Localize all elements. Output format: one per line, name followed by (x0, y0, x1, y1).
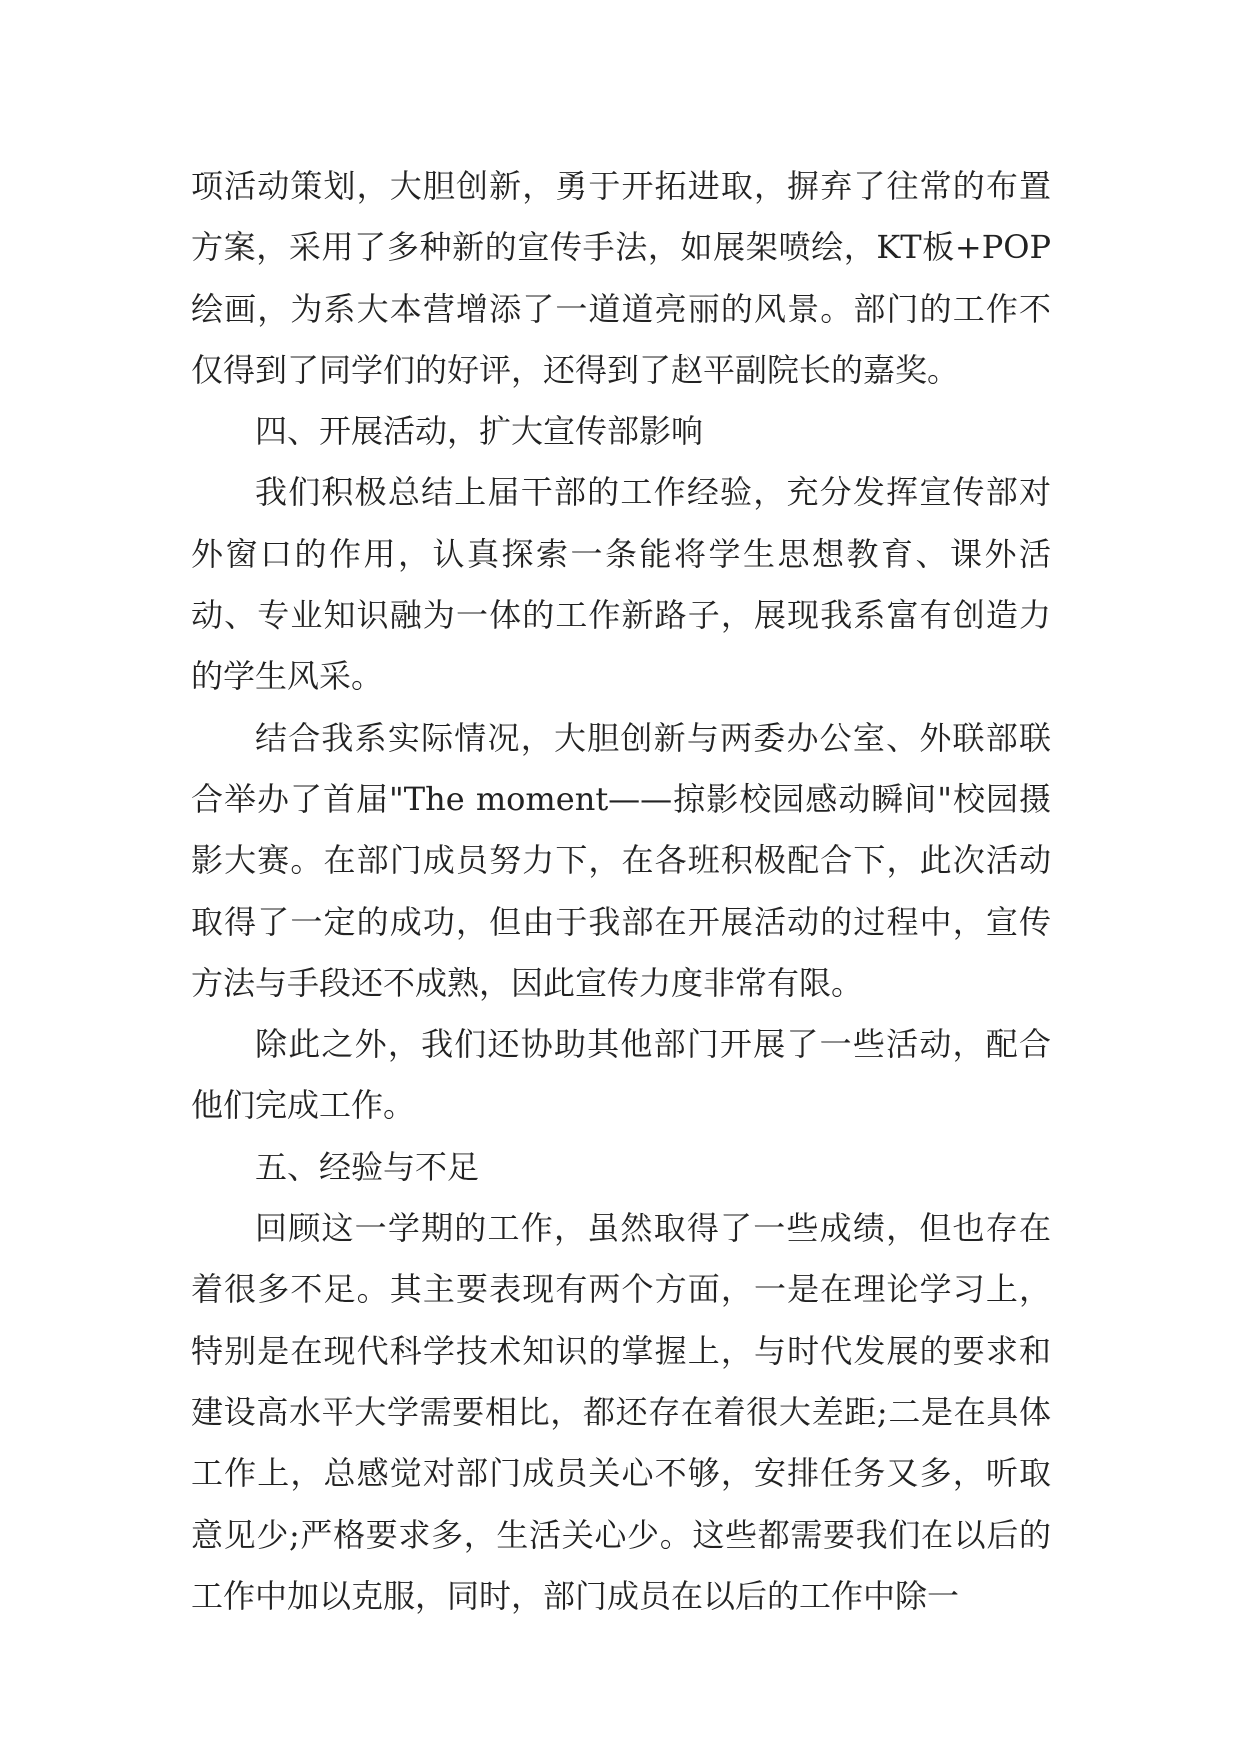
section-heading-five: 五、经验与不足 (255, 1147, 480, 1186)
paragraph: 结合我系实际情况，大胆创新与两委办公室、外联部联合举办了首届"The moment——掠影校园感动瞬间"校园摄影大赛。在部门成员努力下，在各班积极配合下，此次活动取得了一定的成功，但由于我部在开展活动的过程中，宣传方法与手段还不成熟，因此宣传力度非常有限。 (191, 718, 1051, 1002)
paragraph: 回顾这一学期的工作，虽然取得了一些成绩，但也存在着很多不足。其主要表现有两个方面，一是在理论学习上，特别是在现代科学技术知识的掌握上，与时代发展的要求和建设高水平大学需要相比，都还存在着很大差距;二是在具体工作上，总感觉对部门成员关心不够，安排任务又多，听取意见少;严格要求多，生活关心少。这些都需要我们在以后的工作中加以克服，同时，部门成员在以后的工作中除一 (191, 1209, 1051, 1615)
document-body (191, 156, 1051, 1627)
paragraph: 我们积极总结上届干部的工作经验，充分发挥宣传部对外窗口的作用，认真探索一条能将学生思想教育、课外活动、专业知识融为一体的工作新路子，展现我系富有创造力的学生风采。 (191, 473, 1051, 696)
paragraph: 除此之外，我们还协助其他部门开展了一些活动，配合他们完成工作。 (191, 1025, 1051, 1125)
section-heading-four: 四、开展活动，扩大宣传部影响 (255, 412, 704, 451)
paragraph-continuation: 项活动策划，大胆创新，勇于开拓进取，摒弃了往常的布置方案，采用了多种新的宣传手法，如展架喷绘，KT板+POP绘画，为系大本营增添了一道道亮丽的风景。部门的工作不仅得到了同学们的好评，还得到了赵平副院长的嘉奖。 (191, 167, 1051, 389)
